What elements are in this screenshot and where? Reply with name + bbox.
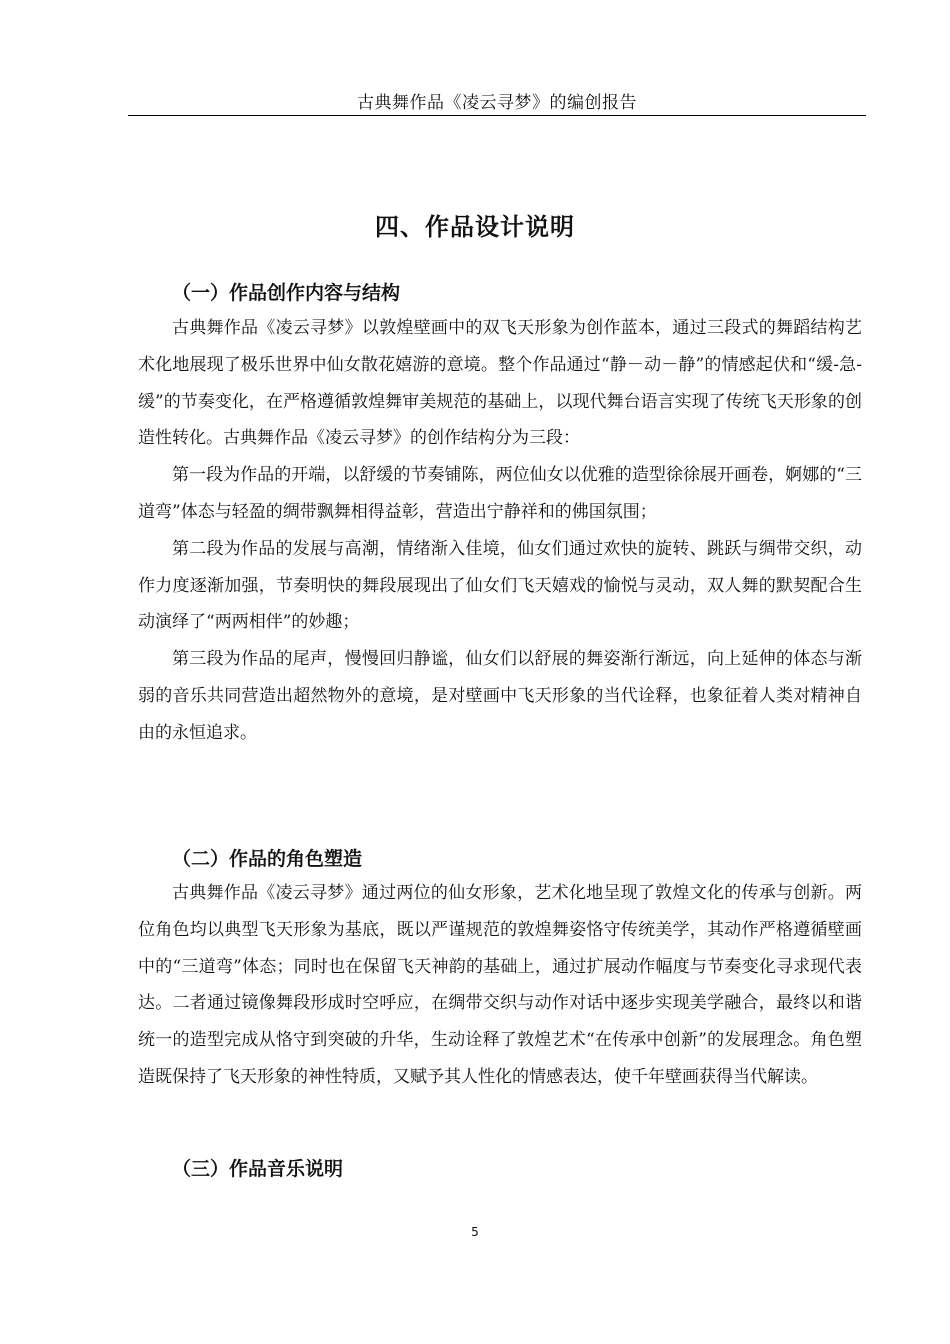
paragraph: 第一段为作品的开端，以舒缓的节奏铺陈，两位仙女以优雅的造型徐徐展开画卷，婀娜的“三道弯”体态与轻盈的绸带飘舞相得益彰，营造出宁静祥和的佛国氛围； [138,465,862,522]
paragraph: 第三段为作品的尾声，慢慢回归静谧，仙女们以舒展的舞姿渐行渐远，向上延伸的体态与渐弱的音乐共同营造出超然物外的意境，是对壁画中飞天形象的当代诠释，也象征着人类对精神自由的永恒追求。 [138,649,862,743]
paragraph: 古典舞作品《凌云寻梦》通过两位的仙女形象，艺术化地呈现了敦煌文化的传承与创新。两位角色均以典型飞天形象为基底，既以严谨规范的敦煌舞姿恪守传统美学，其动作严格遵循壁画中的“三道弯”体态；同时也在保留飞天神韵的基础上，通过扩展动作幅度与节奏变化寻求现代表达。二者通过镜像舞段形成时空呼应，在绸带交织与动作对话中逐步实现美学融合，最终以和谐统一的造型完成从恪守到突破的升华，生动诠释了敦煌艺术“在传承中创新”的发展理念。角色塑造既保持了飞天形象的神性特质，又赋予其人性化的情感表达，使千年壁画获得当代解读。 [138,883,862,1087]
paragraph: 古典舞作品《凌云寻梦》以敦煌壁画中的双飞天形象为创作蓝本，通过三段式的舞蹈结构艺术化地展现了极乐世界中仙女散花嬉游的意境。整个作品通过“静－动－静”的情感起伏和“缓-急-缓”的节奏变化，在严格遵循敦煌舞审美规范的基础上，以现代舞台语言实现了传统飞天形象的创造性转化。古典舞作品《凌云寻梦》的创作结构分为三段： [138,318,862,449]
paragraph: 第二段为作品的发展与高潮，情绪渐入佳境，仙女们通过欢快的旋转、跳跃与绸带交织，动作力度逐渐加强，节奏明快的舞段展现出了仙女们飞天嬉戏的愉悦与灵动，双人舞的默契配合生动演绎了“两两相伴”的妙趣； [138,538,862,633]
page-number: 5 [471,1225,479,1239]
running-header: 古典舞作品《凌云寻梦》的编创报告 [357,93,637,113]
section-heading-3: （三）作品音乐说明 [172,1158,344,1180]
section-heading-2: （二）作品的角色塑造 [172,848,363,870]
section-2-body [138,875,862,1096]
chapter-title: 四、作品设计说明 [375,213,575,241]
header-rule [128,115,866,116]
section-heading-1: （一）作品创作内容与结构 [172,282,401,304]
section-1-body [138,310,862,752]
